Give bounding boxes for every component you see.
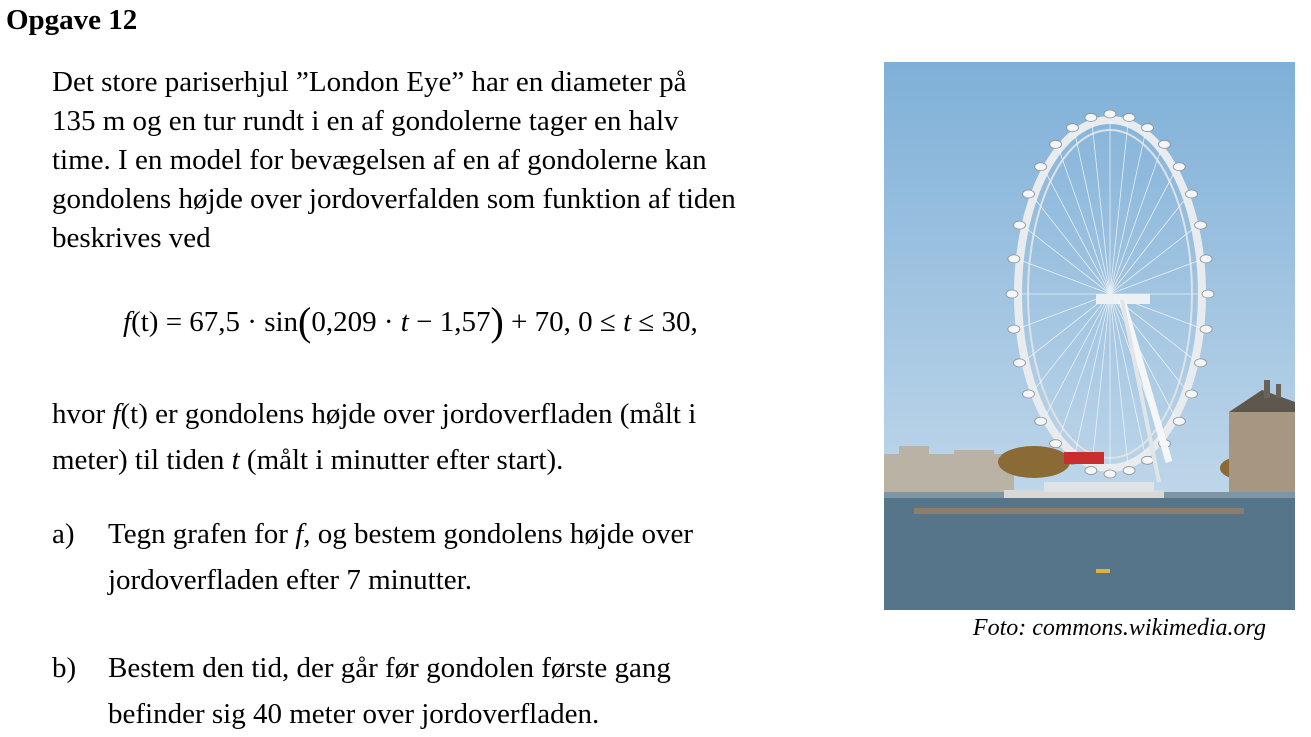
exercise-title: Opgave 12 (6, 4, 138, 36)
formula-open-paren: ( (298, 299, 312, 344)
gondola-capsule (1142, 456, 1154, 464)
intro-line: time. I en model for bevægelsen af en af gondolerne kan (52, 144, 707, 176)
formula-function-name: f (123, 306, 132, 338)
gondola-capsule (1008, 325, 1020, 333)
formula-close-paren: ) (490, 299, 504, 344)
gondola-capsule (1008, 255, 1020, 263)
question-b-text (108, 645, 671, 737)
gondola-capsule (1173, 417, 1185, 425)
gondola-capsule (1085, 467, 1097, 475)
gondola-capsule (1142, 124, 1154, 132)
gondola-capsule (1006, 290, 1018, 298)
photo-caption: Foto: commons.wikimedia.org (972, 615, 1266, 641)
model-formula (123, 298, 698, 345)
gondola-capsule (1195, 359, 1207, 367)
where-t: t (231, 444, 240, 476)
intro-paragraph (52, 63, 852, 258)
gondola-capsule (1185, 190, 1197, 198)
question-a-marker: a) (52, 518, 75, 550)
formula-tail: + 70, 0 ≤ (503, 306, 624, 338)
formula-equals-part: = 67,5 · sin (158, 306, 299, 338)
where-paragraph (52, 391, 852, 483)
formula-domain-t: t (623, 306, 632, 338)
gondola-capsule (1050, 140, 1062, 148)
gondola-capsule (1023, 190, 1035, 198)
gondola-capsule (1013, 221, 1025, 229)
gondola-capsule (1200, 255, 1212, 263)
gondola-capsule (1104, 110, 1116, 118)
gondola-capsule (1050, 440, 1062, 448)
gondola-capsule (1104, 470, 1116, 478)
boat (1096, 569, 1110, 573)
formula-inner-b: − 1,57 (408, 306, 491, 338)
gondola-capsule (1035, 163, 1047, 171)
where-line-2 (52, 437, 852, 483)
london-eye-illustration (884, 62, 1295, 610)
gondola-capsule (1200, 325, 1212, 333)
where-text: er gondolens højde over jordoverfladen (målt i (147, 398, 697, 430)
question-text: , og bestem gondolens højde over (303, 518, 694, 550)
where-text: hvor (52, 398, 113, 430)
gondola-capsule (1185, 390, 1197, 398)
question-b-marker: b) (52, 652, 77, 684)
question-text: befinder sig 40 meter over jordoverfladen. (108, 698, 600, 730)
gondola-capsule (1023, 390, 1035, 398)
question-text: Tegn grafen for (108, 518, 296, 550)
question-f: f (295, 518, 304, 550)
gondola-capsule (1123, 467, 1135, 475)
formula-inner-t: t (400, 306, 409, 338)
gondola-capsule (1173, 163, 1185, 171)
gondola-capsule (1158, 140, 1170, 148)
where-text: meter) til tiden (52, 444, 232, 476)
gondola-capsule (1202, 290, 1214, 298)
where-f: f (112, 398, 121, 430)
intro-line: beskrives ved (52, 222, 211, 254)
intro-line: Det store pariserhjul ”London Eye” har en diameter på (52, 66, 687, 98)
london-eye-photo (884, 62, 1295, 610)
formula-inner-a: 0,209 · (311, 306, 401, 338)
gondola-capsule (1085, 113, 1097, 121)
where-arg: (t) (120, 398, 148, 430)
question-text: jordoverfladen efter 7 minutter. (108, 564, 472, 596)
gondola-capsule (1013, 359, 1025, 367)
gondola-capsule (1123, 113, 1135, 121)
where-text: (målt i minutter efter start). (239, 444, 564, 476)
gondola-capsule (1195, 221, 1207, 229)
gondola-capsule (1035, 417, 1047, 425)
question-text: Bestem den tid, der går før gondolen første gang (108, 652, 671, 684)
formula-argument: (t) (131, 306, 159, 338)
where-line-1 (52, 391, 852, 437)
question-a-text (108, 511, 693, 603)
intro-line: 135 m og en tur rundt i en af gondolerne tager en halv (52, 105, 679, 137)
intro-line: gondolens højde over jordoverfalden som funktion af tiden (52, 183, 736, 215)
gondola-capsule (1066, 124, 1078, 132)
formula-end: ≤ 30, (631, 306, 698, 338)
